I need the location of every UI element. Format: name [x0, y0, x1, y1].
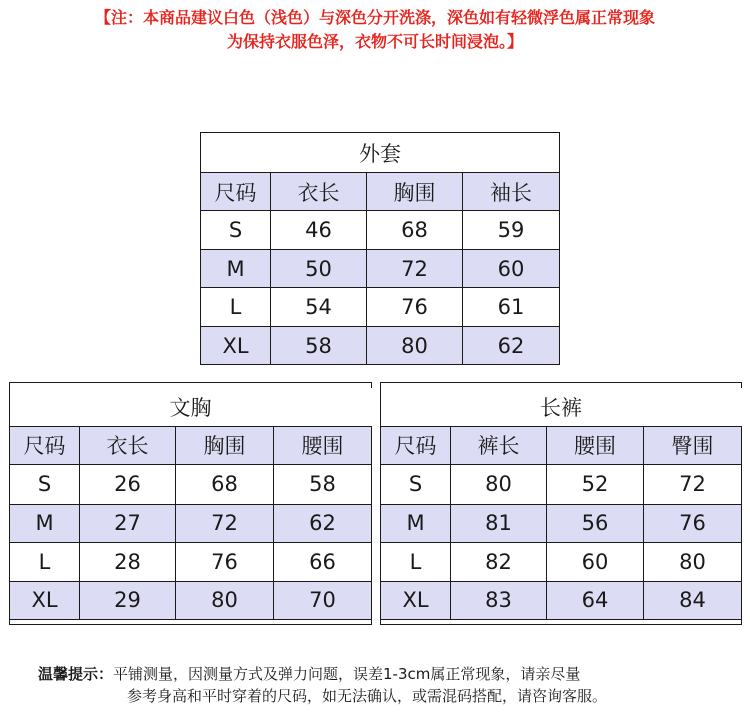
bra-value-cell: 62: [274, 504, 372, 542]
coat-size-table: [200, 132, 560, 365]
coat-size-cell: M: [201, 250, 271, 288]
pants-value-cell: 80: [644, 542, 742, 581]
bra-value-cell: 76: [176, 542, 274, 581]
pants-size-cell: XL: [381, 581, 451, 619]
tip-line-1: [38, 663, 580, 685]
bra-header-waist: 腰围: [274, 426, 372, 464]
pants-size-cell: M: [381, 504, 451, 542]
tip-line-2: 参考身高和平时穿着的尺码，如无法确认，或需混码搭配，请咨询客服。: [127, 687, 608, 705]
coat-value-cell: 46: [271, 211, 367, 250]
pants-value-cell: 84: [644, 581, 742, 619]
tip-label: 温馨提示：: [38, 665, 114, 683]
pants-table-title: 长裤: [381, 388, 742, 426]
pants-size-table: [380, 388, 742, 620]
table-row: [201, 327, 560, 365]
pants-header-size: 尺码: [381, 426, 451, 464]
pants-header-length: 裤长: [451, 426, 547, 464]
coat-size-cell: S: [201, 211, 271, 250]
pants-value-cell: 76: [644, 504, 742, 542]
coat-size-cell: L: [201, 288, 271, 327]
table-row: [381, 464, 742, 504]
pants-header-waist: 腰围: [547, 426, 644, 464]
coat-value-cell: 72: [367, 250, 463, 288]
table-row: [10, 504, 372, 542]
coat-header-chest: 胸围: [367, 173, 463, 211]
coat-value-cell: 61: [463, 288, 560, 327]
pants-value-cell: 52: [547, 464, 644, 504]
pants-value-cell: 56: [547, 504, 644, 542]
coat-size-cell: XL: [201, 327, 271, 365]
bra-size-cell: L: [10, 542, 80, 581]
table-row: [201, 288, 560, 327]
pants-header-hip: 臀围: [644, 426, 742, 464]
coat-value-cell: 76: [367, 288, 463, 327]
pants-size-cell: L: [381, 542, 451, 581]
tip-text-1: 平铺测量，因测量方式及弹力问题，误差1-3cm属正常现象，请亲尽量: [113, 665, 581, 683]
coat-value-cell: 50: [271, 250, 367, 288]
coat-value-cell: 58: [271, 327, 367, 365]
bra-table-title: 文胸: [10, 388, 372, 426]
table-row: [381, 504, 742, 542]
wash-notice: [0, 6, 750, 54]
table-row: [10, 464, 372, 504]
coat-value-cell: 54: [271, 288, 367, 327]
pants-size-cell: S: [381, 464, 451, 504]
table-row: [10, 581, 372, 619]
bra-size-table: [9, 388, 372, 620]
pants-value-cell: 80: [451, 464, 547, 504]
bra-header-chest: 胸围: [176, 426, 274, 464]
table-row: [10, 542, 372, 581]
pants-value-cell: 72: [644, 464, 742, 504]
bra-size-cell: XL: [10, 581, 80, 619]
coat-value-cell: 80: [367, 327, 463, 365]
bra-size-cell: M: [10, 504, 80, 542]
coat-header-size: 尺码: [201, 173, 271, 211]
coat-value-cell: 62: [463, 327, 560, 365]
bra-value-cell: 80: [176, 581, 274, 619]
table-row: [201, 250, 560, 288]
pants-value-cell: 81: [451, 504, 547, 542]
bra-value-cell: 70: [274, 581, 372, 619]
bra-header-size: 尺码: [10, 426, 80, 464]
coat-header-sleeve: 袖长: [463, 173, 560, 211]
pants-value-cell: 83: [451, 581, 547, 619]
coat-table-title: 外套: [201, 133, 560, 173]
bra-value-cell: 28: [80, 542, 176, 581]
coat-value-cell: 60: [463, 250, 560, 288]
bra-size-cell: S: [10, 464, 80, 504]
bra-header-length: 衣长: [80, 426, 176, 464]
pants-value-cell: 64: [547, 581, 644, 619]
bra-value-cell: 27: [80, 504, 176, 542]
table-row: [381, 542, 742, 581]
coat-header-length: 衣长: [271, 173, 367, 211]
bra-value-cell: 68: [176, 464, 274, 504]
wash-notice-line-2: 为保持衣服色泽，衣物不可长时间浸泡。】: [226, 32, 523, 51]
bra-value-cell: 29: [80, 581, 176, 619]
coat-value-cell: 68: [367, 211, 463, 250]
wash-notice-line-1: 【注：本商品建议白色（浅色）与深色分开洗涤，深色如有轻微浮色属正常现象: [94, 8, 655, 27]
bra-value-cell: 26: [80, 464, 176, 504]
bra-value-cell: 66: [274, 542, 372, 581]
pants-value-cell: 82: [451, 542, 547, 581]
coat-value-cell: 59: [463, 211, 560, 250]
bra-value-cell: 58: [274, 464, 372, 504]
table-row: [201, 211, 560, 250]
pants-value-cell: 60: [547, 542, 644, 581]
table-row: [381, 581, 742, 619]
bra-value-cell: 72: [176, 504, 274, 542]
